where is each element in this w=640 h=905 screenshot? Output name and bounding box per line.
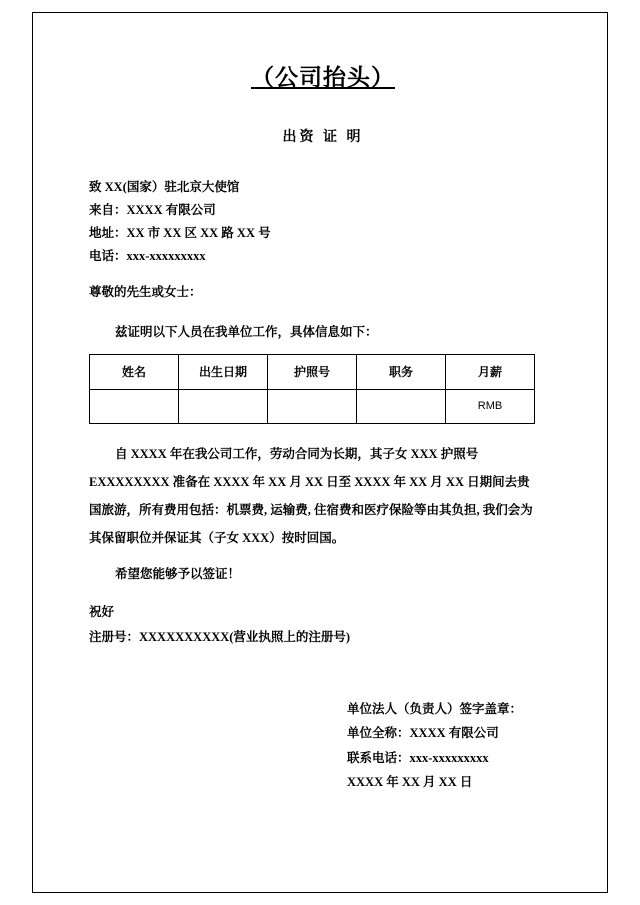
table-header-birthdate: 出生日期: [179, 354, 268, 389]
address-line-phone: 电话：xxx-xxxxxxxxx: [89, 249, 206, 264]
table-header-passport: 护照号: [268, 354, 357, 389]
signature-contact-phone: 联系电话：xxx-xxxxxxxxx: [347, 750, 489, 765]
intro-paragraph: 兹证明以下人员在我单位工作，具体信息如下：: [115, 324, 378, 339]
table-row: [90, 389, 535, 423]
signature-legal-representative: 单位法人（负责人）签字盖章：: [347, 701, 523, 716]
page-title: （公司抬头）: [251, 65, 395, 90]
table-header-name: 姓名: [90, 354, 179, 389]
document-content: [89, 43, 557, 794]
closing-registration-number: 注册号：XXXXXXXXXX(营业执照上的注册号): [89, 629, 351, 644]
table-cell-salary: RMB: [446, 389, 535, 423]
table-cell-position: [357, 389, 446, 423]
signature-date: XXXX 年 XX 月 XX 日: [347, 775, 473, 789]
salutation: 尊敬的先生或女士：: [89, 284, 202, 299]
body-paragraph: 自 XXXX 年在我公司工作，劳动合同为长期，其子女 XXX 护照号 EXXXXXXXX 准备在 XXXX 年 XX 月 XX 日至 XXXX 年 XX 月 XX 日期间去贵国旅游，所有费用包括：机票费, 运输费, 住宿费和医疗保险等由其负担, 我们会为其保留职位并保证其（子女 XXX）按时回国。: [89, 446, 533, 545]
signature-company-name: 单位全称：XXXX 有限公司: [347, 726, 499, 741]
table-header-salary: 月薪: [446, 354, 535, 389]
address-line-recipient: 致 XX(国家）驻北京大使馆: [89, 180, 240, 194]
wish-paragraph: 希望您能够予以签证！: [115, 567, 241, 582]
address-line-sender: 来自：XXXX 有限公司: [89, 203, 216, 218]
document-subtitle: 出资 证 明: [282, 130, 364, 145]
document-sheet: [32, 12, 608, 893]
table-header-row: [90, 354, 535, 389]
employee-info-table: [89, 354, 535, 424]
signature-block: [347, 697, 557, 795]
table-cell-birthdate: [179, 389, 268, 423]
address-block: [89, 176, 557, 269]
closing-block: [89, 600, 557, 649]
table-cell-passport: [268, 389, 357, 423]
closing-greeting: 祝好: [89, 605, 115, 620]
table-cell-name: [90, 389, 179, 423]
table-header-position: 职务: [357, 354, 446, 389]
address-line-street: 地址：XX 市 XX 区 XX 路 XX 号: [89, 226, 271, 241]
